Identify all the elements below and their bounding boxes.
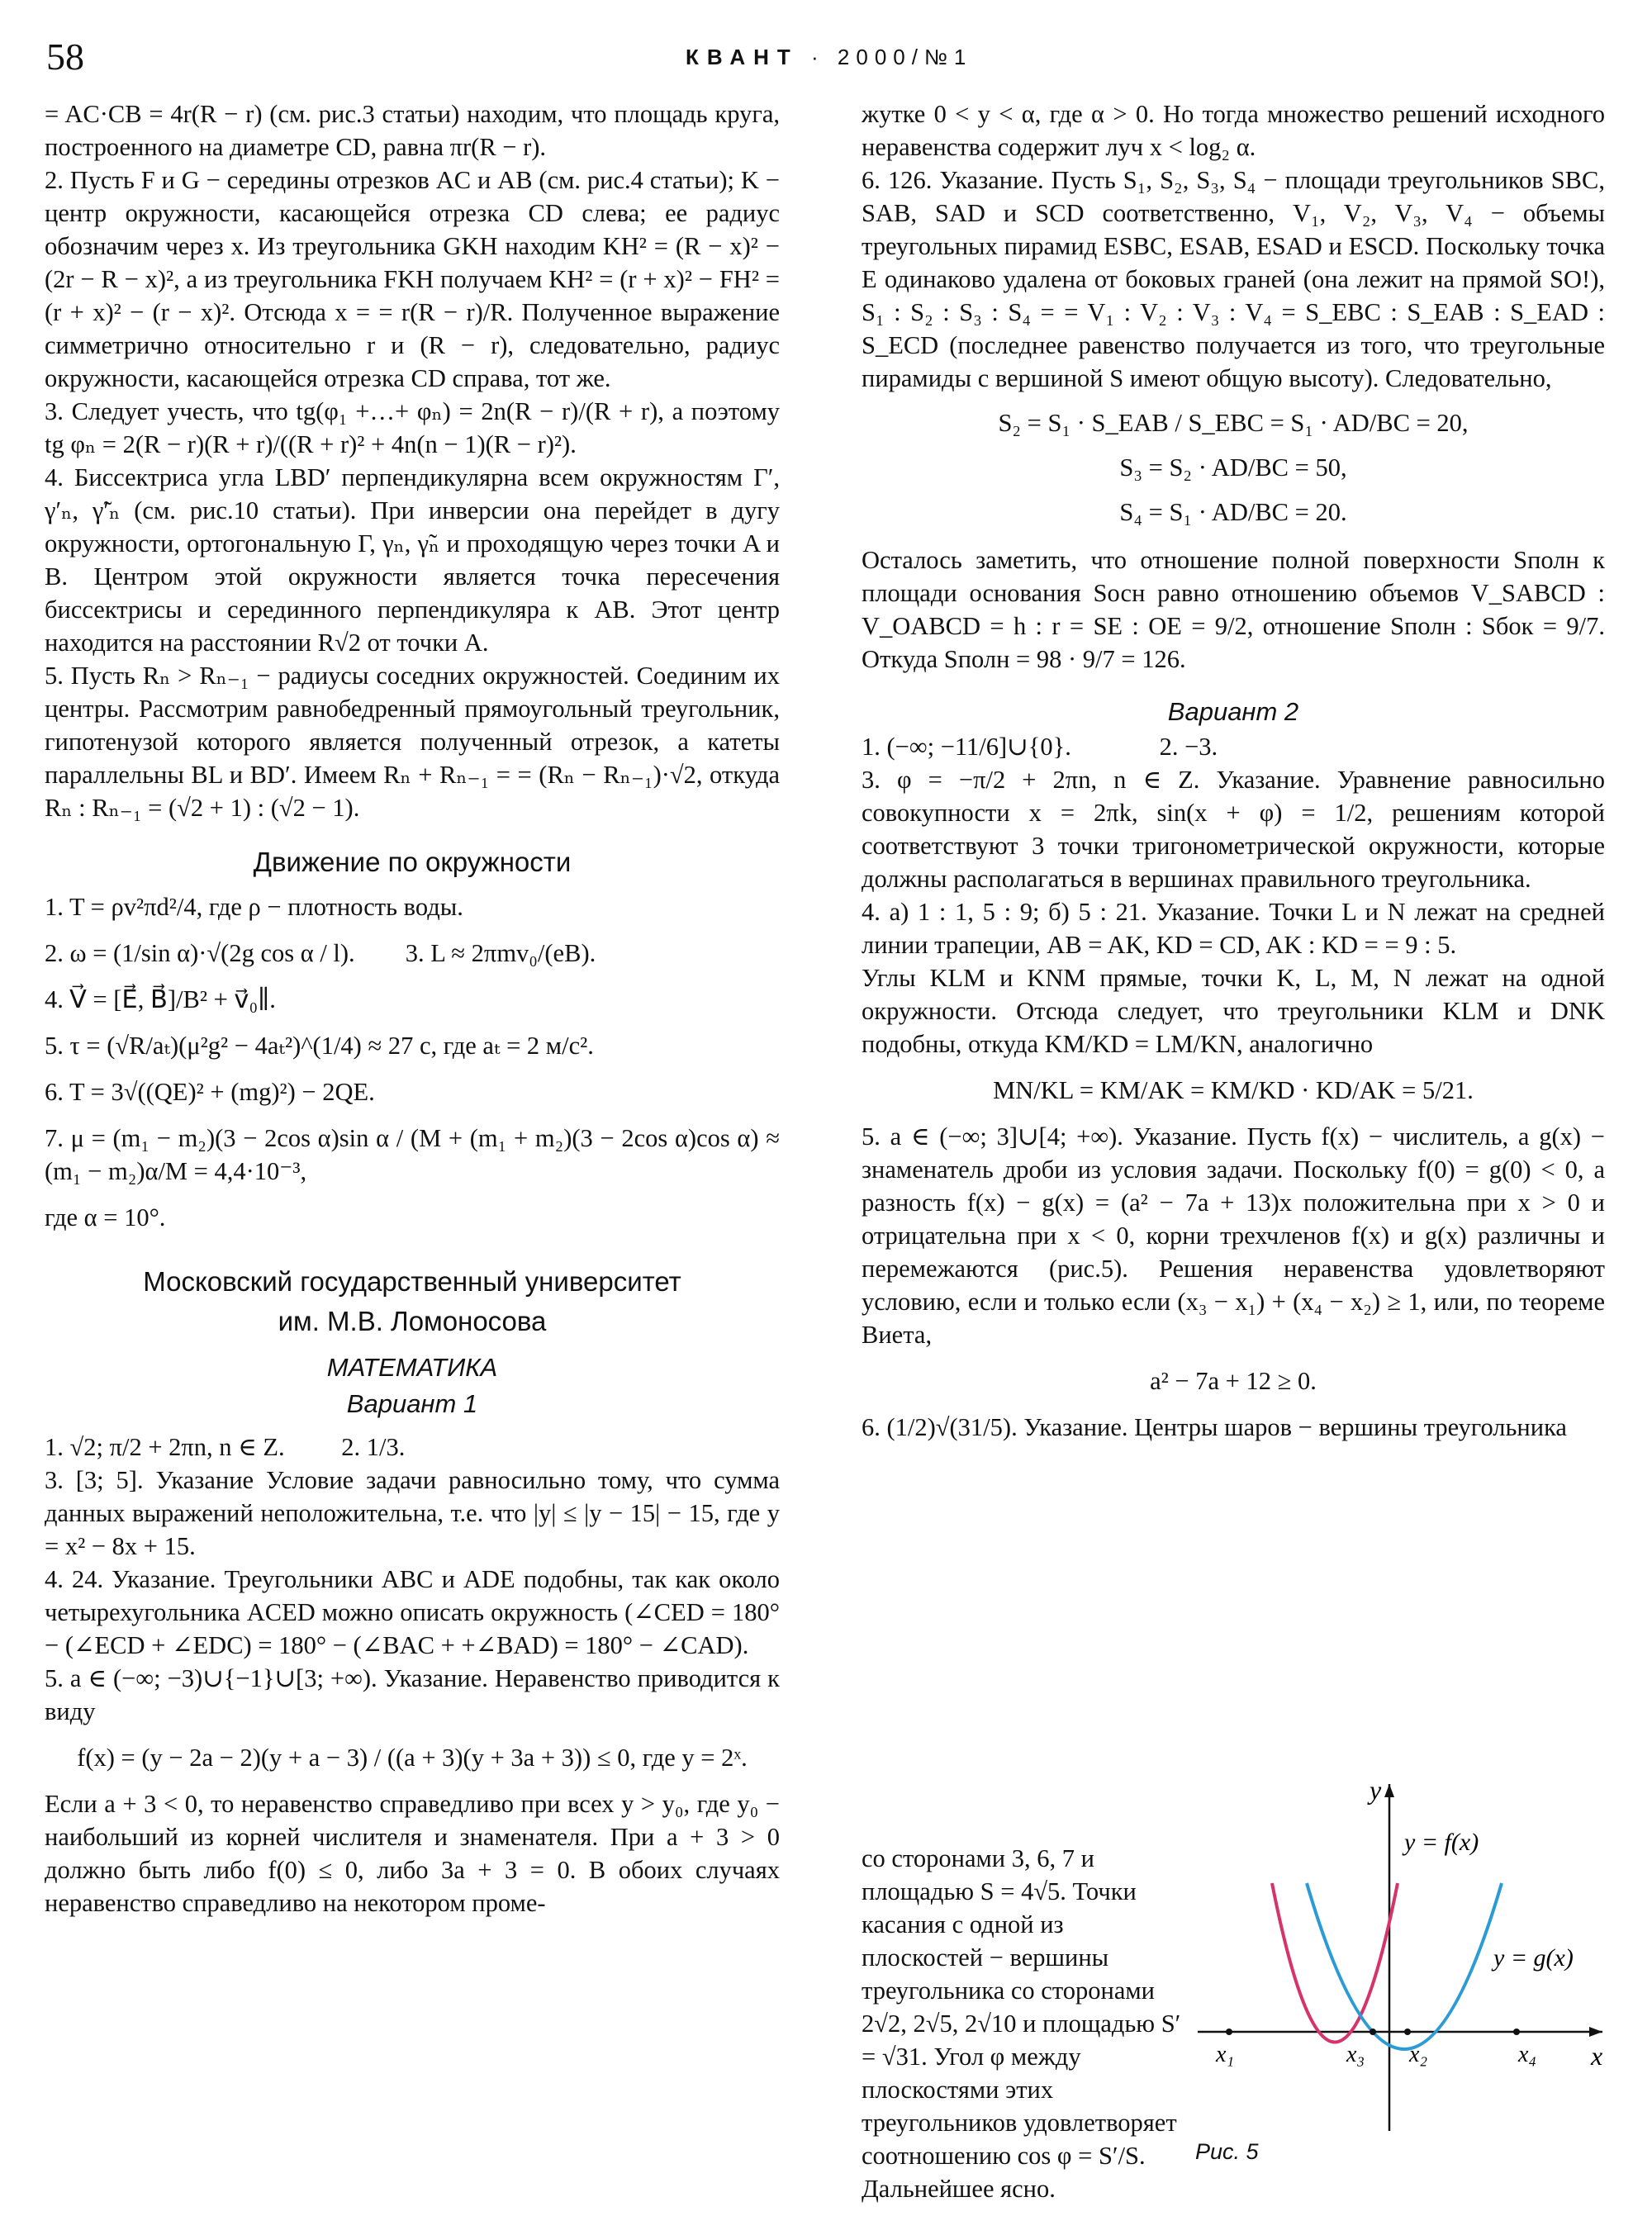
motion-answer-7: 7. μ = (m₁ − m₂)(3 − 2cos α)sin α / (M + (m₁ + m₂)(3 − 2cos α)cos α) ≈ (m₁ − m₂)α/M = 4,4·10⁻³,: [45, 1124, 780, 1185]
v2-answers-1-2: [862, 730, 1605, 763]
v2-answer-4-cont: Углы KLM и KNM прямые, точки K, L, M, N лежат на одной окружности. Отсюда следует, что треугольники KLM и DNK подобны, откуда KM/KD = LM/KN, аналогично: [862, 964, 1605, 1058]
motion-answer-3: 3. L ≈ 2πmv₀/(eB).: [405, 939, 596, 967]
v2-answer-1: 1. (−∞; −11/6]∪{0}.: [862, 733, 1071, 761]
v2-answer-4: 4. а) 1 : 1, 5 : 9; б) 5 : 21. Указание. Точки L и N лежат на средней линии трапеции, AB = AK, KD = CD, AK : KD = = 9 : 5.: [862, 898, 1605, 959]
v1-answer-6: 6. 126. Указание. Пусть S₁, S₂, S₃, S₄ − площади треугольников SBC, SAB, SAD и SCD соответственно, V₁, V₂, V₃, V₄ − объемы треугольных пирамид ESBC, ESAB, ESAD и ESCD. Поскольку точка E одинаково удалена от боковых граней (она лежит на прямой SO!), S₁ : S₂ : S₃ : S₄ = = V₁ : V₂ : V₃ : V₄ = S_EBC : S_EAB : S_EAD : S_ECD (последнее равенство получается из того, что треугольные пирамиды с вершиной S имеют общую высоту). Следовательно,: [862, 166, 1605, 392]
v1-answer-4: 4. 24. Указание. Треугольники ABC и ADE подобны, так как около четырехугольника ACED можно описать окружность (∠CED = 180° − (∠ECD + ∠EDC) = 180° − (∠BAC + +∠BAD) = 180° − ∠CAD).: [45, 1565, 780, 1659]
v1-answer-6-eq1: S₂ = S₁ · S_EAB / S_EBC = S₁ · AD/BC = 20,: [998, 409, 1469, 437]
v1-answer-5-cont: Если a + 3 < 0, то неравенство справедливо при всех y > y₀, где y₀ − наибольший из корней числителя и знаменателя. При a + 3 > 0 должно быть либо f(0) ≤ 0, либо 3a + 3 = 0. В обоих случаях неравенство справедливо на некотором проме-: [45, 1790, 780, 1917]
variant-2-heading: Вариант 2: [1167, 697, 1299, 726]
figure-5-caption: Рис. 5: [1195, 2139, 1259, 2164]
g-label: y = g(x): [1493, 1944, 1574, 1972]
v2-answer-5: 5. a ∈ (−∞; 3]∪[4; +∞). Указание. Пусть f(x) − числитель, а g(x) − знаменатель дроби из условия задачи. Поскольку f(0) = g(0) < 0, а разность f(x) − g(x) = (a² − 7a + 13)x положительна при x > 0 и отрицательна при x < 0, корни трехчленов f(x) и g(x) различны и перемежаются (рис.5). Решения неравенства удовлетворяют условию, если и только если (x₃ − x₁) + (x₄ − x₂) ≥ 1, или, по теореме Виета,: [862, 1122, 1605, 1349]
v1-answer-5-end: жутке 0 < y < α, где α > 0. Но тогда множество решений исходного неравенства содержит луч x < log₂ α.: [862, 100, 1605, 161]
figure-5: [1189, 1768, 1619, 2156]
figure-5-plot: [1189, 1768, 1619, 2139]
y-axis-arrow-icon: [1384, 1784, 1394, 1797]
v2-answer-6-cont: со сторонами 3, 6, 7 и площадью S = 4√5. Точки касания с одной из плоскостей − вершины треугольника со сторонами 2√2, 2√5, 2√10 и площадью S′ = √31. Угол φ между плоскостями этих треугольников удовлетворяет соотношению cos φ = S′/S. Дальнейшее ясно.: [862, 1844, 1181, 2203]
subject-heading: МАТЕМАТИКА: [326, 1353, 498, 1382]
journal-header: [686, 45, 972, 70]
v1-answer-2: 2. 1/3.: [341, 1433, 406, 1461]
v2-answer-3: 3. φ = −π/2 + 2πn, n ∈ Z. Указание. Уравнение равносильно совокупности x = 2πk, sin(x + φ) = 1/2, решениям которой соответствуют 3 точки тригонометрической окружности, которые должны располагаться в вершинах правильного треугольника.: [862, 766, 1605, 893]
x4-label: x₄: [1518, 2042, 1537, 2067]
x3-label: x₃: [1346, 2042, 1365, 2067]
v2-answer-4-formula: MN/KL = KM/AK = KM/KD · KD/AK = 5/21.: [993, 1076, 1474, 1104]
motion-answer-2: [45, 937, 780, 970]
motion-answer-6: 6. T = 3√((QE)² + (mg)²) − 2QE.: [45, 1078, 375, 1106]
x1-label: x₁: [1216, 2042, 1235, 2067]
left-column: [45, 97, 780, 1919]
root-x1-marker: [1226, 2029, 1232, 2035]
page-number: 58: [46, 36, 84, 78]
motion-answer-2-text: 2. ω = (1/sin α)·√(2g cos α / l).: [45, 939, 355, 967]
answer-continuation: = AC·CB = 4r(R − r) (см. рис.3 статьи) находим, что площадь круга, построенного на диаметре CD, равна πr(R − r).: [45, 100, 780, 161]
answer-5: 5. Пусть Rₙ > Rₙ₋₁ − радиусы соседних окружностей. Соединим их центры. Рассмотрим равнобедренный прямоугольный треугольник, гипотенузой которого является полученный отрезок, а катеты параллельны BL и BD′. Имеем Rₙ + Rₙ₋₁ = = (Rₙ − Rₙ₋₁)·√2, откуда Rₙ : Rₙ₋₁ = (√2 + 1) : (√2 − 1).: [45, 662, 780, 822]
motion-answer-5: 5. τ = (√R/aₜ)(μ²g² − 4aₜ²)^(1/4) ≈ 27 с, где aₜ = 2 м/с².: [45, 1032, 594, 1060]
y-axis-label: y: [1370, 1775, 1382, 1805]
v1-answer-3: 3. [3; 5]. Указание Условие задачи равносильно тому, что сумма данных выражений неположительна, т.е. что |y| ≤ |y − 15| − 15, где y = x² − 8x + 15.: [45, 1466, 780, 1560]
section-heading-circular-motion: Движение по окружности: [253, 847, 572, 877]
v1-answer-6-eq2: S₃ = S₂ · AD/BC = 50,: [1119, 453, 1347, 482]
root-x3-marker: [1370, 2029, 1376, 2035]
university-name: Московский государственный университет: [143, 1266, 681, 1297]
v2-answer-5-formula: a² − 7a + 12 ≥ 0.: [1150, 1367, 1317, 1395]
curve-g: [1307, 1883, 1502, 2049]
x-axis-label: x: [1591, 2041, 1603, 2071]
answer-4: 4. Биссектриса угла LBD′ перпендикулярна всем окружностям Γ′, γ′ₙ, γ̃′ₙ (см. рис.10 статьи). При инверсии она перейдет в дугу окружности, ортогональную Γ, γₙ, γ̃ₙ и проходящую через точки A и B. Центром этой окружности является точка пересечения биссектрисы и серединного перпендикуляра к AB. Этот центр находится на расстоянии R√2 от точки A.: [45, 463, 780, 657]
f-label: y = f(x): [1404, 1829, 1479, 1856]
journal-issue: · 2000/№1: [811, 45, 973, 69]
v1-answers-1-2: [45, 1431, 780, 1464]
answer-2: 2. Пусть F и G − середины отрезков AC и AB (см. рис.4 статьи); K − центр окружности, касающейся отрезка CD слева; ее радиус обозначим через x. Из треугольника GKH находим KH² = (R − x)² − (2r − R − x)², а из треугольника FKH получаем KH² = (r + x)² − FH² = (r + x)² − (r − x)². Отсюда x = = r(R − r)/R. Полученное выражение симметрично относительно r и (R − r), следовательно, радиус окружности, касающейся отрезка CD справа, тот же.: [45, 166, 780, 392]
v2-answer-2: 2. −3.: [1159, 733, 1218, 761]
v1-answer-5-formula: f(x) = (y − 2a − 2)(y + a − 3) / ((a + 3)(y + 3a + 3)) ≤ 0, где y = 2ˣ.: [77, 1744, 748, 1772]
variant-1-heading: Вариант 1: [346, 1389, 478, 1418]
x2-label: x₂: [1409, 2042, 1428, 2067]
x-axis-arrow-icon: [1589, 2027, 1602, 2037]
v1-answer-6-eq3: S₄ = S₁ · AD/BC = 20.: [1119, 498, 1347, 526]
root-x4-marker: [1513, 2029, 1520, 2035]
v1-answer-1: 1. √2; π/2 + 2πn, n ∈ Z.: [45, 1433, 285, 1461]
v2-answer-6-wrap: [862, 1842, 1184, 2205]
motion-answer-1: 1. T = ρv²πd²/4, где ρ − плотность воды.: [45, 893, 463, 921]
root-x2-marker: [1404, 2029, 1411, 2035]
v1-answer-6-conclusion: Осталось заметить, что отношение полной поверхности Sполн к площади основания Sосн равно отношению объемов V_SABCD : V_OABCD = h : r = SE : OE = 9/2, отношение Sполн : Sбок = 9/7. Откуда Sполн = 98 · 9/7 = 126.: [862, 546, 1605, 673]
journal-name: КВАНТ: [686, 45, 799, 69]
v1-answer-5: 5. a ∈ (−∞; −3)∪{−1}∪[3; +∞). Указание. Неравенство приводится к виду: [45, 1664, 780, 1725]
right-column: [862, 97, 1605, 1444]
answer-3: 3. Следует учесть, что tg(φ₁ +…+ φₙ) = 2n(R − r)/(R + r), а поэтому tg φₙ = 2(R − r)(R + r)/((R + r)² + 4n(n − 1)(R − r)²).: [45, 397, 780, 458]
motion-answer-7-note: где α = 10°.: [45, 1203, 166, 1231]
university-name-2: им. М.В. Ломоносова: [278, 1306, 547, 1336]
v2-answer-6: 6. (1/2)√(31/5). Указание. Центры шаров − вершины треугольника: [862, 1413, 1567, 1441]
motion-answer-4: 4. V⃗ = [E⃗, B⃗]/B² + v⃗₀∥.: [45, 985, 276, 1013]
